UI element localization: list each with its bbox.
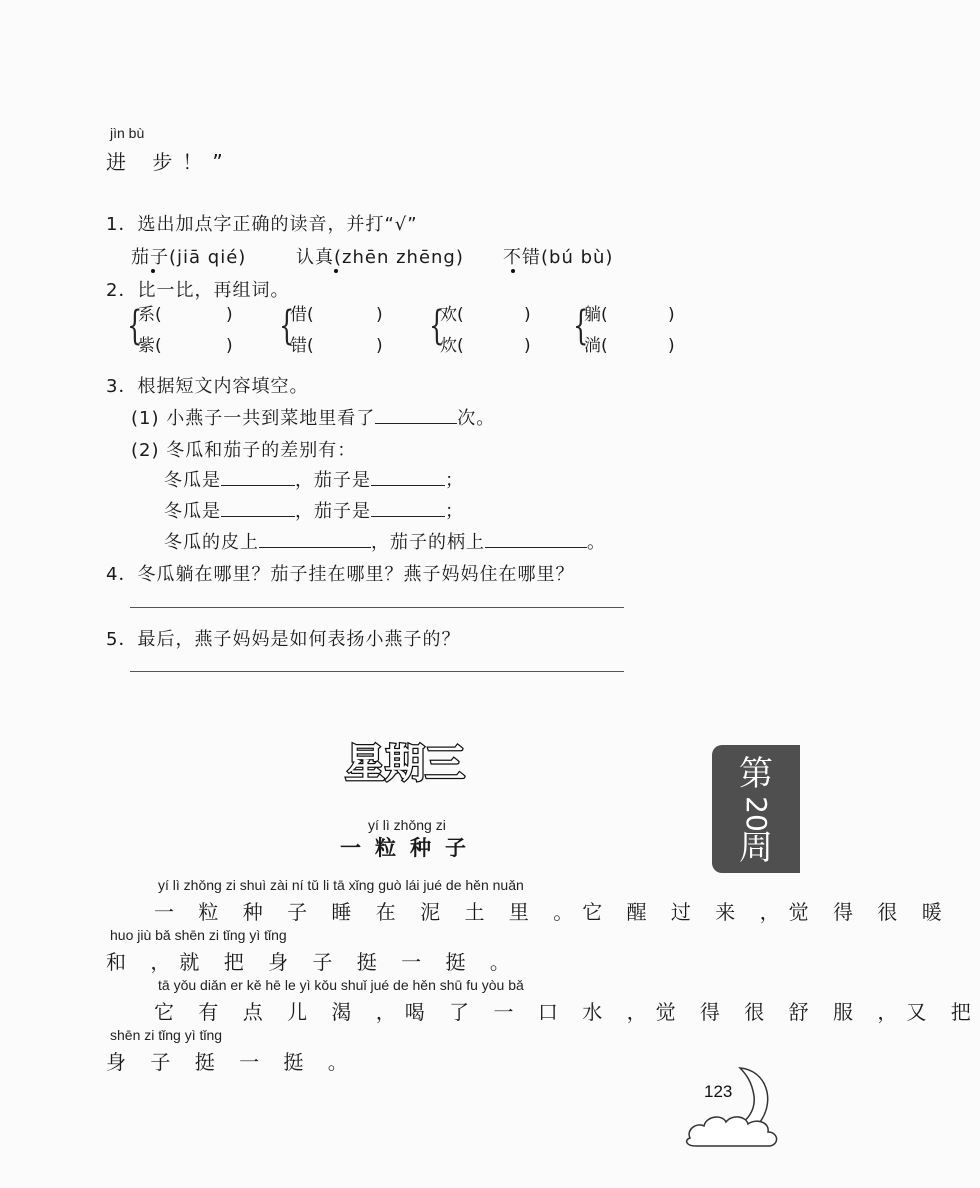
q2-close-4: [668, 300, 675, 362]
q3-title: 3．根据短文内容填空。: [106, 376, 309, 397]
close-paren: ): [524, 336, 531, 356]
close-paren: ): [668, 336, 675, 356]
brace-icon: {: [573, 303, 589, 349]
q3-sub1: [131, 404, 495, 430]
q2-char-top: 躺(: [584, 305, 608, 325]
q1-option-3[interactable]: 不错(bú bù): [503, 247, 614, 268]
week-tab-suffix: 周: [739, 828, 773, 868]
story-line-2: 和 ，就 把 身 子 挺 一 挺 。: [106, 950, 519, 974]
close-paren: ): [226, 336, 233, 356]
q3-row-2: [164, 497, 464, 523]
story-line-1: 一 粒 种 子 睡 在 泥 土 里 。它 醒 过 来 ，觉 得 很 暖: [154, 900, 951, 924]
story-line-2-pinyin: huo jiù bǎ shēn zi tǐng yì tǐng: [110, 927, 287, 943]
brace-icon: {: [279, 303, 295, 349]
emphasis-dot: [151, 269, 155, 273]
story-line-3-pinyin: tā yǒu diǎn er kě hē le yì kǒu shuǐ jué de hěn shū fu yòu bǎ: [158, 977, 524, 993]
intro-pinyin: jìn bù: [110, 125, 145, 141]
answer-blank[interactable]: [375, 407, 457, 424]
q2-char-top: 系(: [138, 305, 162, 325]
q2-char-top: 借(: [290, 305, 314, 325]
q4-title: 4．冬瓜躺在哪里？茄子挂在哪里？燕子妈妈住在哪里？: [106, 564, 575, 585]
q2-group-4: [584, 300, 608, 362]
q3-row-3: [164, 528, 606, 554]
story-title: 一粒种子: [340, 836, 480, 860]
story-line-4: 身 子 挺 一 挺 。: [106, 1050, 357, 1074]
q1-option-1[interactable]: 茄子(jiā qié): [131, 247, 247, 268]
week-tab: [712, 745, 800, 873]
story-line-3: 它 有 点 儿 渴 ，喝 了 一 口 水 ，觉 得 很 舒 服 ，又 把: [154, 1000, 980, 1024]
q3-row-1: [164, 466, 464, 492]
row-label: ，茄子是: [295, 470, 371, 491]
row-label: ，茄子是: [295, 501, 371, 522]
emphasis-dot: [334, 269, 338, 273]
answer-blank[interactable]: [221, 469, 295, 486]
section-title-text: 星期三: [345, 741, 465, 787]
q2-char-bottom: 错(: [290, 336, 314, 356]
q2-char-bottom: 淌(: [584, 336, 608, 356]
intro-text: 进 步！”: [106, 150, 233, 174]
answer-blank[interactable]: [485, 531, 587, 548]
q5-title: 5．最后，燕子妈妈是如何表扬小燕子的？: [106, 629, 461, 650]
answer-blank[interactable]: [371, 500, 445, 517]
answer-blank[interactable]: [259, 531, 371, 548]
q1-title: 1．选出加点字正确的读音，并打“√”: [106, 214, 418, 235]
week-tab-number: 20: [740, 796, 773, 832]
q2-close-1: [226, 300, 233, 362]
q3-sub2: (2) 冬瓜和茄子的差别有：: [131, 440, 357, 461]
story-line-4-pinyin: shēn zi tǐng yì tǐng: [110, 1027, 223, 1043]
answer-line[interactable]: [130, 671, 624, 672]
q2-char-top: 欢(: [440, 305, 464, 325]
story-line-1-pinyin: yí lì zhǒng zi shuì zài ní tǔ li tā xǐng guò lái jué de hěn nuǎn: [158, 877, 524, 893]
q2-char-bottom: 紫(: [138, 336, 162, 356]
close-paren: ): [668, 305, 675, 325]
q2-title: 2．比一比，再组词。: [106, 280, 290, 301]
row-label: 冬瓜的皮上: [164, 532, 259, 553]
q3-sub1-suffix: 次。: [457, 408, 496, 429]
q2-group-1: [138, 300, 162, 362]
close-paren: ): [376, 336, 383, 356]
section-title: [338, 733, 472, 791]
q1-option-2[interactable]: 认真(zhēn zhēng): [296, 247, 464, 268]
answer-blank[interactable]: [221, 500, 295, 517]
moon-cloud-icon: [680, 1060, 790, 1150]
answer-blank[interactable]: [371, 469, 445, 486]
row-label: 冬瓜是: [164, 501, 221, 522]
answer-line[interactable]: [130, 607, 624, 608]
row-end: ；: [445, 470, 464, 491]
q2-close-2: [376, 300, 383, 362]
brace-icon: {: [429, 303, 445, 349]
row-end: ；: [445, 501, 464, 522]
q2-close-3: [524, 300, 531, 362]
close-paren: ): [376, 305, 383, 325]
row-label: 冬瓜是: [164, 470, 221, 491]
close-paren: ): [226, 305, 233, 325]
page-number: 123: [704, 1082, 733, 1101]
section-title-graphic: [338, 733, 472, 791]
story-title-pinyin: yí lì zhǒng zi: [368, 817, 446, 833]
row-end: 。: [587, 532, 606, 553]
q3-sub1-prefix: (1) 小燕子一共到菜地里看了: [131, 408, 376, 429]
brace-icon: {: [127, 303, 143, 349]
q2-char-bottom: 炊(: [440, 336, 464, 356]
row-label: ，茄子的柄上: [371, 532, 485, 553]
week-tab-prefix: 第: [739, 754, 773, 794]
q2-group-3: [440, 300, 464, 362]
emphasis-dot: [511, 269, 515, 273]
q2-group-2: [290, 300, 314, 362]
close-paren: ): [524, 305, 531, 325]
